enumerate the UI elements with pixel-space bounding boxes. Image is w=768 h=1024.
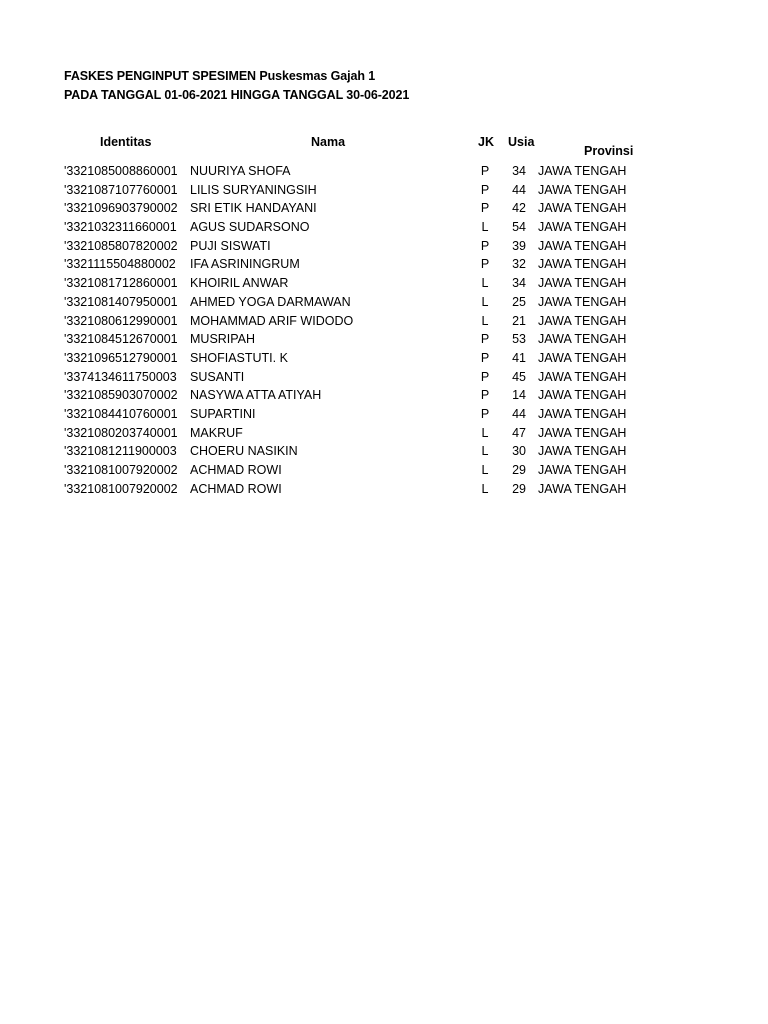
table-row — [0, 293, 768, 312]
cell-identitas: '3321084410760001 — [64, 406, 178, 421]
cell-usia: 25 — [512, 294, 526, 309]
cell-nama: NASYWA ATTA ATIYAH — [190, 388, 322, 403]
cell-usia: 42 — [512, 201, 526, 216]
cell-identitas: '3321081211900003 — [64, 444, 177, 459]
cell-provinsi: JAWA TENGAH — [538, 388, 627, 403]
cell-provinsi: JAWA TENGAH — [538, 481, 627, 496]
cell-nama: SUPARTINI — [190, 406, 256, 421]
table-row — [0, 237, 768, 256]
cell-jk: L — [481, 463, 489, 477]
cell-usia: 44 — [512, 182, 526, 197]
cell-provinsi: JAWA TENGAH — [538, 257, 627, 272]
cell-identitas: '3321087107760001 — [64, 182, 178, 197]
cell-identitas: '3321115504880002 — [64, 257, 176, 272]
cell-jk: P — [480, 164, 490, 178]
cell-identitas: '3321085008860001 — [64, 164, 178, 178]
report-title: FASKES PENGINPUT SPESIMEN Puskesmas Gajah 1 — [64, 69, 376, 83]
cell-provinsi: JAWA TENGAH — [538, 238, 627, 253]
cell-usia: 39 — [512, 238, 526, 253]
cell-nama: ACHMAD ROWI — [190, 463, 282, 477]
table-row — [0, 480, 768, 499]
cell-usia: 54 — [512, 220, 526, 235]
cell-jk: P — [480, 257, 490, 272]
cell-provinsi: JAWA TENGAH — [538, 201, 627, 216]
cell-jk: P — [480, 332, 490, 347]
cell-usia: 14 — [512, 388, 526, 403]
cell-usia: 44 — [512, 406, 526, 421]
cell-jk: L — [481, 481, 489, 496]
cell-jk: P — [480, 182, 490, 197]
cell-provinsi: JAWA TENGAH — [538, 164, 627, 178]
cell-usia: 30 — [512, 444, 526, 459]
cell-nama: ACHMAD ROWI — [190, 481, 282, 496]
table-row — [0, 461, 768, 480]
cell-identitas: '3321032311660001 — [64, 220, 177, 235]
cell-identitas: '3321081712860001 — [64, 276, 178, 291]
table-body — [0, 162, 768, 498]
cell-identitas: '3321081407950001 — [64, 294, 178, 309]
table-row — [0, 199, 768, 218]
cell-identitas: '3321081007920002 — [64, 463, 178, 477]
cell-nama: MUSRIPAH — [190, 332, 256, 347]
table-row — [0, 368, 768, 387]
cell-nama: SHOFIASTUTI. K — [190, 350, 288, 365]
cell-identitas: '3374134611750003 — [64, 369, 177, 384]
cell-jk: P — [480, 350, 490, 365]
cell-nama: AHMED YOGA DARMAWAN — [190, 294, 351, 309]
cell-jk: P — [480, 406, 490, 421]
cell-jk: L — [481, 276, 489, 291]
cell-provinsi: JAWA TENGAH — [538, 350, 627, 365]
cell-identitas: '3321085807820002 — [64, 238, 178, 253]
header-nama: Nama — [311, 135, 346, 149]
cell-nama: MAKRUF — [190, 425, 243, 440]
table-row — [0, 330, 768, 349]
cell-provinsi: JAWA TENGAH — [538, 369, 627, 384]
cell-usia: 29 — [512, 481, 526, 496]
header-provinsi: Provinsi — [584, 144, 634, 158]
table-row — [0, 442, 768, 461]
cell-provinsi: JAWA TENGAH — [538, 220, 627, 235]
cell-jk: L — [481, 313, 489, 328]
cell-jk: P — [480, 388, 490, 403]
table-row — [0, 424, 768, 443]
table-row — [0, 312, 768, 331]
cell-jk: P — [480, 238, 490, 253]
cell-provinsi: JAWA TENGAH — [538, 332, 627, 347]
cell-jk: L — [481, 220, 489, 235]
cell-jk: P — [480, 201, 490, 216]
cell-usia: 47 — [512, 425, 526, 440]
cell-usia: 41 — [512, 350, 526, 365]
table-row — [0, 162, 768, 181]
cell-usia: 29 — [512, 463, 526, 477]
cell-provinsi: JAWA TENGAH — [538, 313, 627, 328]
table-row — [0, 386, 768, 405]
cell-nama: KHOIRIL ANWAR — [190, 276, 289, 291]
report-date-range: PADA TANGGAL 01-06-2021 HINGGA TANGGAL 30-06-2021 — [64, 88, 410, 102]
table-row — [0, 255, 768, 274]
cell-nama: NUURIYA SHOFA — [190, 164, 291, 178]
cell-identitas: '3321081007920002 — [64, 481, 178, 496]
cell-provinsi: JAWA TENGAH — [538, 294, 627, 309]
cell-nama: PUJI SISWATI — [190, 238, 271, 253]
cell-usia: 34 — [512, 276, 526, 291]
table-row — [0, 349, 768, 368]
cell-identitas: '3321096512790001 — [64, 350, 178, 365]
cell-identitas: '3321080612990001 — [64, 313, 178, 328]
table-row — [0, 274, 768, 293]
cell-nama: AGUS SUDARSONO — [190, 220, 310, 235]
cell-identitas: '3321085903070002 — [64, 388, 178, 403]
cell-usia: 32 — [512, 257, 526, 272]
cell-identitas: '3321084512670001 — [64, 332, 178, 347]
cell-nama: SRI ETIK HANDAYANI — [190, 201, 317, 216]
cell-provinsi: JAWA TENGAH — [538, 182, 627, 197]
cell-provinsi: JAWA TENGAH — [538, 444, 627, 459]
cell-nama: CHOERU NASIKIN — [190, 444, 298, 459]
table-row — [0, 405, 768, 424]
cell-usia: 53 — [512, 332, 526, 347]
cell-nama: SUSANTI — [190, 369, 245, 384]
cell-identitas: '3321080203740001 — [64, 425, 178, 440]
cell-nama: MOHAMMAD ARIF WIDODO — [190, 313, 354, 328]
cell-provinsi: JAWA TENGAH — [538, 406, 627, 421]
header-jk: JK — [478, 135, 494, 149]
cell-identitas: '3321096903790002 — [64, 201, 178, 216]
cell-nama: LILIS SURYANINGSIH — [190, 182, 317, 197]
cell-jk: L — [481, 425, 489, 440]
cell-provinsi: JAWA TENGAH — [538, 425, 627, 440]
cell-provinsi: JAWA TENGAH — [538, 463, 627, 477]
table-row — [0, 181, 768, 200]
header-identitas: Identitas — [100, 135, 152, 149]
cell-jk: P — [480, 369, 490, 384]
cell-provinsi: JAWA TENGAH — [538, 276, 627, 291]
cell-usia: 21 — [512, 313, 526, 328]
cell-jk: L — [481, 294, 489, 309]
cell-nama: IFA ASRININGRUM — [190, 257, 300, 272]
cell-jk: L — [481, 444, 489, 459]
cell-usia: 34 — [512, 164, 526, 178]
cell-usia: 45 — [512, 369, 526, 384]
header-usia: Usia — [508, 135, 535, 149]
table-row — [0, 218, 768, 237]
